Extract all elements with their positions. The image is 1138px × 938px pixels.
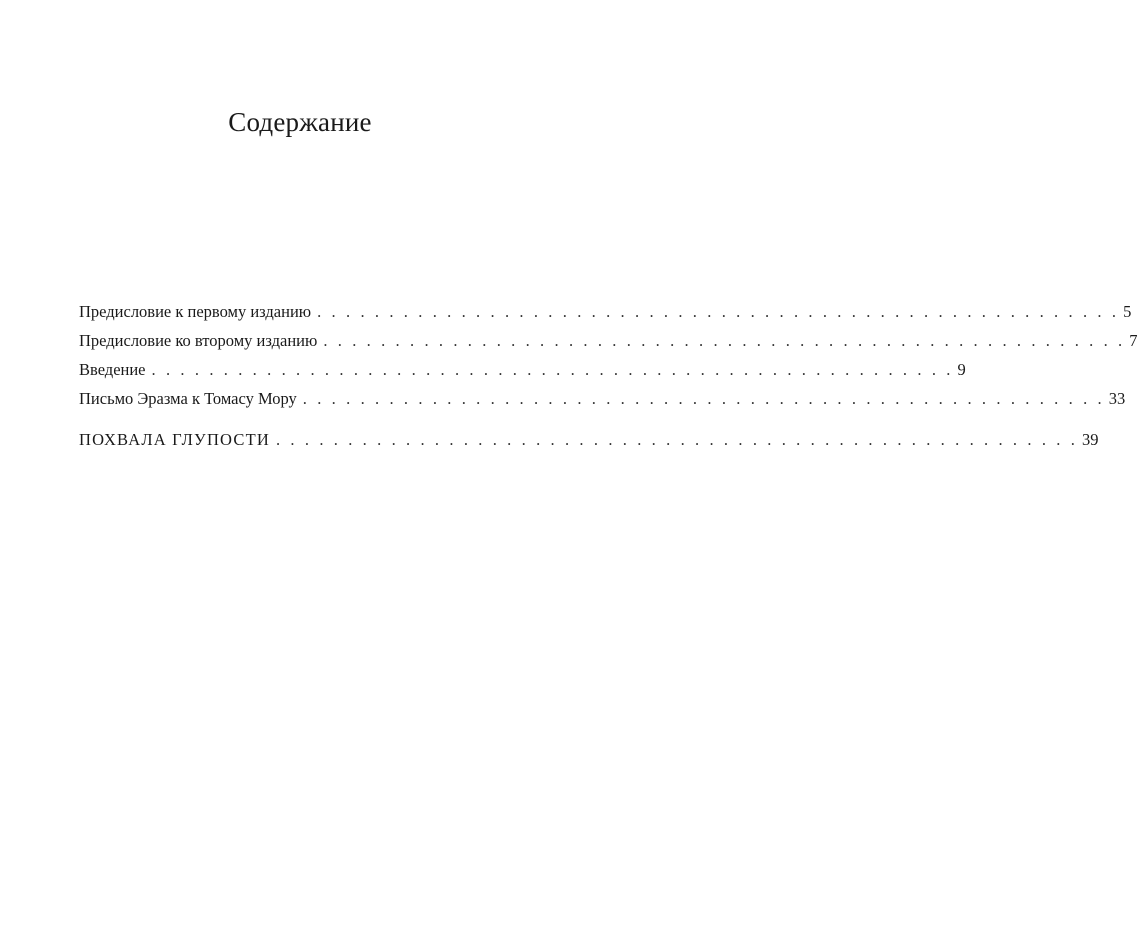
toc-entry-label: ПОХВАЛА ГЛУПОСТИ [79, 430, 270, 449]
toc-entry-page-number: 5 [1123, 302, 1132, 321]
dot-leader: . . . . . . . . . . . . . . . . . . . . . . . . . . . . . . . . . . . . . . . . . . . . . . . . . . . . . . . . [302, 389, 1105, 408]
toc-entry-preface-second-edition[interactable] [79, 328, 1138, 357]
toc-entry-preface-first-edition[interactable] [79, 299, 1132, 328]
toc-entry-page-number: 7 [1129, 331, 1138, 350]
toc-entry-label: Предисловие к первому изданию [79, 302, 312, 321]
toc-entry-page-number: 9 [957, 360, 966, 379]
toc-entry-page-number: 33 [1108, 389, 1126, 408]
toc-entry-introduction[interactable] [79, 357, 966, 386]
dot-leader: . . . . . . . . . . . . . . . . . . . . . . . . . . . . . . . . . . . . . . . . . . . . . . . . . . . . . . . . [317, 302, 1120, 321]
table-of-contents [79, 299, 1138, 456]
toc-entry-praise-of-folly[interactable] [79, 427, 1099, 456]
toc-entry-label: Письмо Эразма к Томасу Мору [79, 389, 297, 408]
dot-leader: . . . . . . . . . . . . . . . . . . . . . . . . . . . . . . . . . . . . . . . . . . . . . . . . . . . . . . . . [275, 430, 1078, 449]
toc-entry-label: Предисловие ко второму изданию [79, 331, 318, 350]
page-title: Содержание [228, 107, 372, 137]
toc-entry-label: Введение [79, 360, 146, 379]
dot-leader: . . . . . . . . . . . . . . . . . . . . . . . . . . . . . . . . . . . . . . . . . . . . . . . . . . . . . . . . [323, 331, 1126, 350]
toc-entry-page-number: 39 [1081, 430, 1099, 449]
dot-leader: . . . . . . . . . . . . . . . . . . . . . . . . . . . . . . . . . . . . . . . . . . . . . . . . . . . . . . . . [151, 360, 954, 379]
toc-entry-letter-to-more[interactable] [79, 386, 1126, 415]
